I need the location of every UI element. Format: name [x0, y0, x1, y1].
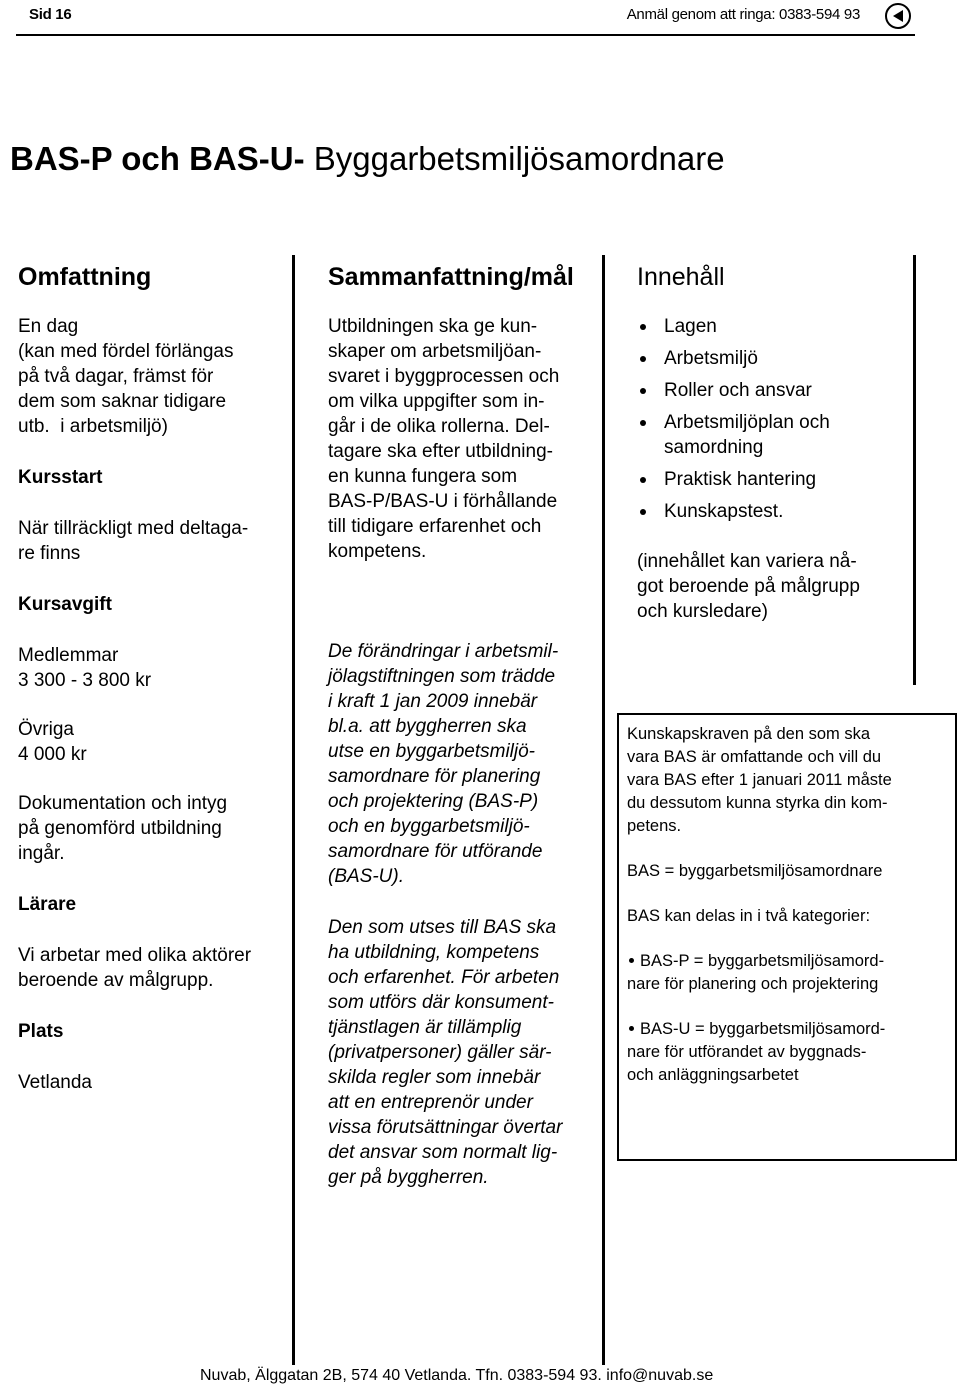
footer-contact: Nuvab, Älggatan 2B, 574 40 Vetlanda. Tfn. 0383-594 93. info@nuvab.se — [200, 1367, 714, 1384]
dokumentation-line: ingår. — [18, 843, 65, 864]
list-item — [637, 410, 907, 460]
note-line: (innehållet kan variera nå- — [637, 551, 857, 572]
bas-p-item — [627, 950, 947, 973]
list-item-text: Arbetsmiljö — [664, 348, 758, 369]
bas-u-line: nare för utförandet av byggnads- — [627, 1043, 867, 1061]
requirements-line: ger på byggherren. — [328, 1167, 489, 1188]
legislation-line: utse en byggarbetsmiljö- — [328, 741, 535, 762]
summary-line: till tidigare erfarenhet och — [328, 516, 542, 537]
bullet-icon — [629, 958, 634, 963]
legislation-line: De förändringar i arbetsmil- — [328, 641, 559, 662]
requirements-text — [328, 915, 600, 1190]
list-item-text: Kunskapstest. — [664, 501, 784, 522]
bas-p-line: nare för planering och projektering — [627, 975, 879, 993]
requirements-line: och erfarenhet. För arbeten — [328, 967, 560, 988]
page-number: Sid 16 — [29, 6, 72, 23]
dokumentation-line: på genomförd utbildning — [18, 818, 222, 839]
top-bar — [16, 0, 915, 36]
legislation-text — [328, 639, 600, 889]
bas-categories-intro: BAS kan delas in i två kategorier: — [627, 907, 871, 925]
bas-u-line: BAS-U = byggarbetsmiljösamord- — [640, 1020, 886, 1038]
legislation-line: bl.a. att byggherren ska — [328, 716, 527, 737]
list-item-text: Arbetsmiljöplan och — [664, 412, 830, 433]
larare-heading: Lärare — [18, 894, 77, 915]
summary-line: svaret i byggprocessen och — [328, 366, 560, 387]
page-title — [10, 140, 725, 178]
legislation-line: samordnare för utförande — [328, 841, 543, 862]
requirements-line: tjänstlagen är tillämplig — [328, 1017, 522, 1038]
list-item — [637, 499, 907, 524]
info-column — [18, 262, 288, 1095]
requirements-line: att en entreprenör under — [328, 1092, 533, 1113]
summary-line: kompetens. — [328, 541, 427, 562]
box-line: du dessutom kunna styrka din kom- — [627, 794, 888, 812]
legislation-line: samordnare för planering — [328, 766, 541, 787]
list-item — [637, 346, 907, 371]
list-item-text: Lagen — [664, 316, 717, 337]
bas-p-line: BAS-P = byggarbetsmiljösamord- — [640, 952, 885, 970]
bas-u-line: och anläggningsarbetet — [627, 1066, 799, 1084]
summary-line: tagare ska efter utbildning- — [328, 441, 553, 462]
summary-line: Utbildningen ska ge kun- — [328, 316, 538, 337]
legislation-line: jölagstiftningen som trädde — [328, 666, 556, 687]
plats-heading: Plats — [18, 1021, 64, 1042]
column-divider-1 — [292, 255, 295, 1365]
list-item-text: Praktisk hantering — [664, 469, 817, 490]
omfattning-line: dem som saknar tidigare — [18, 391, 227, 412]
box-line: petens. — [627, 817, 682, 835]
bas-u-item — [627, 1018, 947, 1041]
summary-line: skaper om arbetsmiljöan- — [328, 341, 542, 362]
requirements-line: det ansvar som normalt lig- — [328, 1142, 558, 1163]
back-arrow-icon — [891, 9, 905, 23]
legislation-line: i kraft 1 jan 2009 innebär — [328, 691, 538, 712]
kursstart-line: När tillräckligt med deltaga- — [18, 518, 249, 539]
back-button[interactable] — [885, 3, 911, 29]
legislation-line: och en byggarbetsmiljö- — [328, 816, 530, 837]
larare-line: beroende av målgrupp. — [18, 970, 214, 991]
requirements-line: (privatpersoner) gäller sär- — [328, 1042, 552, 1063]
kursavgift-heading: Kursavgift — [18, 594, 112, 615]
summary-column — [328, 262, 600, 1190]
omfattning-text — [18, 314, 288, 439]
bas-info-box — [617, 713, 957, 1161]
list-item-text: samordning — [664, 437, 764, 458]
dokumentation-line: Dokumentation och intyg — [18, 793, 228, 814]
requirements-line: vissa förutsättningar övertar — [328, 1117, 563, 1138]
column-divider-2 — [602, 255, 605, 1365]
bas-definition: BAS = byggarbetsmiljösamordnare — [627, 862, 883, 880]
page-title-bold: BAS-P och BAS-U- — [10, 140, 305, 177]
omfattning-heading: Omfattning — [18, 263, 152, 291]
summary-line: BAS-P/BAS-U i förhållande — [328, 491, 558, 512]
list-item — [637, 378, 907, 403]
larare-line: Vi arbetar med olika aktörer — [18, 945, 252, 966]
content-note — [637, 549, 907, 624]
summary-text — [328, 314, 600, 564]
omfattning-line: En dag — [18, 316, 79, 337]
medlemmar-label: Medlemmar — [18, 645, 119, 666]
plats-text: Vetlanda — [18, 1072, 92, 1093]
content-list — [637, 314, 907, 524]
list-item-text: Roller och ansvar — [664, 380, 812, 401]
ovriga-label: Övriga — [18, 719, 74, 740]
content-heading: Innehåll — [637, 263, 725, 291]
list-item — [637, 314, 907, 339]
column-divider-3 — [913, 255, 916, 685]
requirements-line: skilda regler som innebär — [328, 1067, 541, 1088]
box-line: vara BAS efter 1 januari 2011 måste — [627, 771, 892, 789]
note-line: och kursledare) — [637, 601, 768, 622]
bullet-icon — [629, 1026, 634, 1031]
summary-line: en kunna fungera som — [328, 466, 518, 487]
requirements-line: Den som utses till BAS ska — [328, 917, 557, 938]
box-line: Kunskapskraven på den som ska — [627, 725, 871, 743]
requirements-line: som utförs där konsument- — [328, 992, 554, 1013]
medlemmar-price: 3 300 - 3 800 kr — [18, 670, 152, 691]
register-phone-text: Anmäl genom att ringa: 0383-594 93 — [626, 6, 860, 23]
box-line: vara BAS är omfattande och vill du — [627, 748, 882, 766]
note-line: got beroende på målgrupp — [637, 576, 860, 597]
summary-line: går i de olika rollerna. Del- — [328, 416, 550, 437]
omfattning-line: (kan med fördel förlängas — [18, 341, 234, 362]
kursstart-heading: Kursstart — [18, 467, 103, 488]
legislation-line: och projektering (BAS-P) — [328, 791, 539, 812]
summary-heading: Sammanfattning/mål — [328, 263, 574, 291]
list-item — [637, 467, 907, 492]
legislation-line: (BAS-U). — [328, 866, 404, 887]
omfattning-line: på två dagar, främst för — [18, 366, 214, 387]
omfattning-line: utb. i arbetsmiljö) — [18, 416, 168, 437]
kursstart-line: re finns — [18, 543, 81, 564]
content-column — [637, 262, 907, 624]
summary-line: om vilka uppgifter som in- — [328, 391, 545, 412]
page-title-rest: Byggarbetsmiljösamordnare — [304, 140, 725, 177]
ovriga-price: 4 000 kr — [18, 744, 87, 765]
requirements-line: ha utbildning, kompetens — [328, 942, 540, 963]
